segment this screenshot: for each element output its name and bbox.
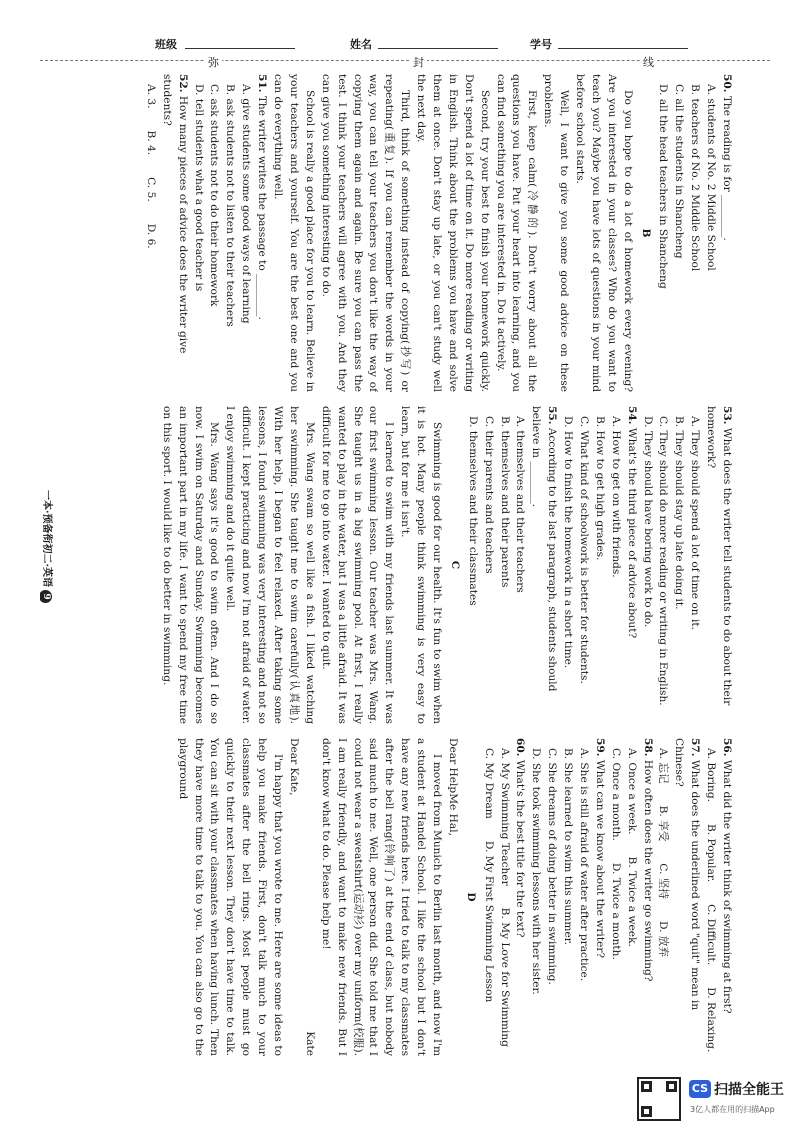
letter-1-body: I moved from Munich to Berlin last month, and now I'm a student at Handel School. I like the school but I don't have any new friends here. I tried to talk to my classmates after the bell rang(铃响了) at the end of class, but nobody said much to me. Well, one person did. She told me that I could not wear a sweatshirt(运动衫) over my uniform(校服). I am really friendly, and want to make new friends. But I don't know what to do. Please help me! bbox=[319, 738, 443, 1056]
passage-b-para-2: Well, I want to give you some good advice on these problems. bbox=[542, 74, 571, 392]
section-d-heading: D bbox=[464, 892, 477, 902]
q58-option-d: D. Twice a month. bbox=[609, 862, 622, 960]
q57-option-d: D. 放弃 bbox=[657, 920, 670, 957]
section-b-heading: B bbox=[639, 228, 652, 238]
q51-option-a: A. give students some good ways of learning bbox=[240, 84, 253, 324]
q58-option-a: A. Once a week. bbox=[625, 748, 638, 835]
q60-option-b: B. My Love for Swimming bbox=[498, 907, 511, 1047]
q55-option-d: D. themselves and their classmates bbox=[466, 416, 479, 606]
seal-mark-1: 弥 bbox=[205, 54, 222, 70]
q55-option-a: A. themselves and their teachers bbox=[514, 416, 527, 593]
q59-option-c: C. She dreams of doing better in swimming. bbox=[546, 748, 559, 985]
rotated-exam-page bbox=[40, 70, 740, 1060]
passage-c-para-4: Mrs. Wang says it's good to swim often. And I do so now. I swim on Saturday and Sunday. Swimming becomes an important part in my life. I want to spend my free time on this sport. I would like to do better in swimming. bbox=[160, 406, 221, 724]
watermark-tagline: 3亿人都在用的扫描App bbox=[690, 1105, 775, 1114]
question-50: 50. The reading is for ________. bbox=[721, 74, 733, 241]
binding-strip bbox=[0, 30, 800, 70]
q56-option-a: A. Boring. bbox=[705, 748, 718, 802]
q60-options-row-2 bbox=[480, 748, 496, 1056]
column-1 bbox=[54, 74, 734, 392]
q54-option-c: C. What kind of schoolwork is better for students. bbox=[577, 416, 590, 684]
q50-option-c: C. all the students in Shancheng bbox=[673, 84, 686, 259]
q57-option-b: B. 享受 bbox=[657, 805, 670, 842]
q58-option-c: C. Once a month. bbox=[609, 748, 622, 841]
id-line bbox=[558, 48, 688, 49]
seal-mark-2: 封 bbox=[410, 54, 427, 70]
q50-option-a: A. students of No. 2 Middle School bbox=[705, 84, 718, 271]
question-53: 53. What does the writer tell students to do about their homework? bbox=[705, 406, 733, 706]
q51-option-d: D. tell students what a good teacher is bbox=[192, 84, 205, 292]
page-number: 9 bbox=[40, 590, 52, 603]
id-label: 学号 bbox=[530, 38, 552, 51]
question-52: 52. How many pieces of advice does the writer give students? bbox=[160, 74, 189, 354]
q54-option-d: D. How to finish the homework in a short time. bbox=[562, 416, 575, 669]
q58-options-row-1 bbox=[623, 748, 639, 1056]
question-57: 57. What does the underlined word "quit" mean in Chinese? bbox=[673, 738, 702, 1011]
name-label: 姓名 bbox=[350, 38, 372, 51]
class-line bbox=[185, 48, 295, 49]
question-60: 60. What's the best title for the text? bbox=[514, 738, 527, 938]
q52-option-a: A. 3. bbox=[144, 84, 157, 109]
q60-option-d: D. My First Swimming Lesson bbox=[482, 840, 495, 1003]
q51-option-c: C. ask students not to do their homework bbox=[208, 84, 221, 307]
passage-b-para-4: Second, try your best to finish your homework quickly. Don't spend a lot of time on it. Do more reading or writing in English. Think about the problems you have and solve them at once. Don't stay up late, or you can't study well the next day. bbox=[415, 74, 491, 392]
q57-option-a: A. 忘记 bbox=[657, 748, 670, 784]
q53-option-a: A. They should spend a lot of time on it. bbox=[689, 416, 702, 631]
q57-options bbox=[655, 748, 671, 1056]
q56-option-b: B. Popular. bbox=[705, 823, 718, 883]
letter-2-greeting: Dear Kate, bbox=[287, 738, 300, 796]
q54-option-a: A. How to get on with friends. bbox=[609, 416, 622, 578]
q59-option-a: A. She is still afraid of water after practice. bbox=[577, 748, 590, 982]
column-2 bbox=[54, 406, 734, 724]
passage-c-para-1: Swimming is good for our health. It's fun to swim when it is hot. Many people think swimming is very easy to learn, but for me it isn't. bbox=[399, 406, 443, 724]
q53-option-c: C. They should do more reading or writing in English. bbox=[657, 416, 670, 706]
q58-option-b: B. Twice a week. bbox=[625, 856, 638, 947]
letter-2-body: I'm happy that you wrote to me. Here are some ideas to help you make friends. First, don't talk much to your classmates after the bell rings. Most people must go quickly to their next lesson. They don't have time to talk. You can sit with your classmates when having lunch. Then they have more time to talk to you. You can also go to the playground bbox=[176, 738, 285, 1056]
letter-1-signature: Kate bbox=[303, 1031, 316, 1056]
q60-option-c: C. My Dream bbox=[482, 748, 495, 819]
section-c-heading: C bbox=[448, 560, 461, 570]
passage-b-para-5: Third, think of something instead of copying(抄写) or repeating(重复). If you can remember the words in your way, you can tell your teachers you don't like the way of copying them again and again. Be sure you can pass the test. I think your teachers will agree with you. And they can give you something interesting to do. bbox=[319, 74, 412, 392]
seal-mark-3: 线 bbox=[640, 54, 657, 70]
q55-option-b: B. themselves and their parents bbox=[498, 416, 511, 588]
q60-option-a: A. My Swimming Teacher bbox=[498, 748, 511, 886]
question-56: 56. What did the writer think of swimming at first? bbox=[721, 738, 733, 1014]
question-55: 55. According to the last paragraph, students should believe in ________. bbox=[530, 406, 559, 692]
passage-b-para-6: School is really a good place for you to learn. Believe in your teachers and yourself. You are the best one and you can do everything well. bbox=[272, 74, 316, 392]
exam-page-area bbox=[40, 70, 740, 1060]
question-54: 54. What's the third piece of advice about? bbox=[625, 406, 638, 639]
name-line bbox=[378, 48, 498, 49]
class-label: 班级 bbox=[155, 38, 177, 51]
passage-b-para-1: Do you hope to do a lot of homework every evening? Are you interested in your classes? Who do you want to teach you? Maybe you have lots of questions in your mind before school starts. bbox=[573, 74, 634, 392]
q58-options-row-2 bbox=[607, 748, 623, 1056]
question-51: 51. The writer writes the passage to ________. bbox=[256, 74, 269, 320]
q51-option-b: B. ask students not to listen to their teachers bbox=[224, 84, 237, 327]
q56-option-d: D. Relaxing. bbox=[705, 987, 718, 1053]
q57-option-c: C. 坚持 bbox=[657, 863, 670, 899]
question-59: 59. What can we know about the writer? bbox=[593, 738, 606, 959]
q52-options bbox=[142, 84, 158, 392]
watermark-title: 扫描全能王 bbox=[714, 1082, 784, 1098]
passage-b-para-3: First, keep calm(冷静的). Don't worry about all the questions you have. Put your heart into learning, and you can find something you are interested in. Do it actively. bbox=[494, 74, 539, 392]
question-58: 58. How often does the writer go swimming? bbox=[641, 738, 654, 982]
q54-option-b: B. How to get high grades. bbox=[593, 416, 606, 561]
q52-option-c: C. 5. bbox=[144, 177, 157, 202]
q53-option-d: D. They should have boring work to do. bbox=[641, 416, 654, 628]
q59-option-d: D. She took swimming lessons with her sister. bbox=[530, 748, 543, 995]
footer-text: 一本·预备衔初二·英语 bbox=[41, 490, 52, 587]
seal-line bbox=[40, 60, 770, 61]
q60-options-row-1 bbox=[496, 748, 512, 1056]
q53-option-b: B. They should stay up late doing it. bbox=[673, 416, 686, 610]
camscanner-logo-icon: CS bbox=[689, 1080, 711, 1098]
q52-option-d: D. 6. bbox=[144, 223, 157, 249]
q50-option-d: D. all the head teachers in Shancheng bbox=[657, 84, 670, 289]
q59-option-b: B. She learned to swim this summer. bbox=[562, 748, 575, 945]
page-footer bbox=[40, 490, 56, 603]
q56-options bbox=[702, 748, 718, 1056]
letter-1-greeting: Dear HelpMe Hal, bbox=[446, 738, 459, 836]
q52-option-b: B. 4. bbox=[144, 130, 157, 156]
column-3 bbox=[54, 738, 734, 1056]
q56-option-c: C. Difficult. bbox=[705, 904, 718, 966]
qr-code-icon bbox=[637, 1077, 681, 1121]
passage-c-para-3: Mrs. Wang swam so well like a fish. I liked watching her swimming. She taught me to swim carefully(认真地). With her help, I began to feel relaxed. After taking some lessons, I found swimming was very interesting and not so difficult. I kept practicing and now I'm not afraid of water. I enjoy swimming and do it quite well. bbox=[224, 406, 316, 724]
passage-c-para-2: I learned to swim with my friends last summer. It was our first swimming lesson. Our teacher was Mrs. Wang. She taught us in a big swimming pool. At first, I really wanted to play in the water, but I was a little afraid. It was difficult for me to go into water. I wanted to quit. bbox=[319, 406, 396, 724]
q55-option-c: C. their parents and teachers bbox=[482, 416, 495, 574]
q50-option-b: B. teachers of No. 2 Middle School bbox=[689, 84, 702, 272]
